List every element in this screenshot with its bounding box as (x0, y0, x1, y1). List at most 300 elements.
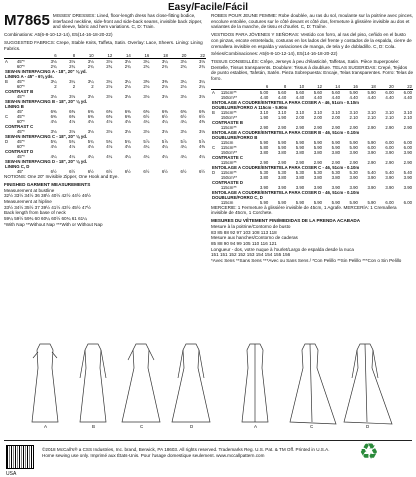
yardage-cell: 3⅛ (180, 59, 187, 65)
hip-label-en: Measurement at hipline (4, 199, 52, 205)
yardage-cell: 4¼ (161, 144, 168, 150)
size-header-cell: 14 (113, 53, 132, 59)
yardage-cell: 5.90 (259, 139, 269, 145)
yardage-cell: 3⅛ (199, 129, 205, 135)
fabric-width: 150cm** (220, 94, 238, 100)
figure-label-c-back: C (310, 424, 314, 429)
combinations-fr: Séries/Combinaciones: A5(6-8-10-12-14), E5(14-16-18-20-22) (211, 51, 338, 57)
yardage-cell: 2¾ (199, 64, 205, 70)
yardage-cell: 2.90 (367, 159, 376, 165)
yardage-cell: 3.80 (295, 174, 305, 180)
yardage-cell: 2.90 (259, 124, 269, 130)
size-header-cell: 14 (323, 84, 341, 90)
yardage-cell: 3.90 (349, 184, 358, 190)
yardage-cell: 5.90 (277, 139, 287, 145)
yardage-cell: 3.10 (277, 109, 287, 115)
yardage-section-label: CONTRAST D (5, 149, 34, 155)
yardage-cell: 3.90 (367, 184, 376, 190)
yardage-cell: 2.90 (295, 124, 305, 130)
page-title: Easy/Facile/Fácil (167, 2, 249, 13)
yardage-cell: 6.00 (403, 144, 412, 150)
yardage-cell: 3.90 (367, 174, 376, 180)
yardage-cell: 5.90 (331, 144, 340, 150)
yardage-cell: 3⅛ (50, 129, 57, 135)
yardage-cell: 3.90 (349, 174, 358, 180)
yardage-cell: 2.90 (349, 124, 358, 130)
yardage-cell: 3.90 (403, 184, 412, 190)
yardage-cell: 5.30 (259, 169, 269, 175)
view-label: B (5, 79, 8, 85)
fabric-width: 45"* (16, 129, 25, 135)
combinations-en: Combinations: A5(6-8-10-12-14), E5(14-16-18-20-22) (4, 32, 113, 38)
yardage-cell: 3.10 (331, 109, 340, 115)
yardage-cell: 2¾ (69, 64, 76, 70)
fabric-width: 45"* (16, 139, 25, 145)
yardage-cell: 6⅜ (180, 109, 187, 115)
yardage-cell: 4¼ (143, 119, 150, 125)
yardage-cell: 6½ (124, 169, 131, 175)
yardage-cell: 3⅛ (50, 59, 57, 65)
yardage-cell: 5.90 (331, 139, 340, 145)
yardage-cell: 2.90 (385, 159, 394, 165)
yardage-cell: 4.40 (349, 94, 358, 100)
fabric-width: 150cm** (220, 114, 238, 120)
yardage-cell: 2.00 (295, 114, 305, 120)
size-header-cell: 12 (95, 53, 114, 59)
finished-title-en: FINISHED GARMENT MEASUREMENTS (4, 181, 91, 187)
yardage-cell: 3⅛ (143, 94, 150, 100)
yardage-cell: 3⅛ (87, 59, 94, 65)
yardage-cell: 5.90 (349, 89, 358, 95)
yardage-section-label: LINING C, D (5, 164, 30, 170)
fabric-width: 115cm** (220, 89, 237, 95)
nap-note-fr: *Avec Sens **Sans Sens ***Avec ou Sans Sens / *Con Pelillo **Sin Pelillo ***Con o Sin Pelillo (211, 258, 402, 264)
length-values-fr: 151 151 152 152 153 154 154 155 156 (211, 252, 291, 258)
yardage-cell: 5.60 (331, 89, 340, 95)
yardage-cell: 2.90 (403, 159, 412, 165)
yardage-cell: 3.90 (277, 184, 287, 190)
yardage-cell: 2¾ (124, 64, 131, 70)
fabric-width: 45" (16, 109, 24, 115)
yardage-cell: 3.90 (403, 174, 412, 180)
yardage-cell: 4¼ (69, 154, 76, 160)
fabric-width: 150cm** (220, 174, 238, 180)
dress-drawing-c-back (290, 344, 336, 424)
yardage-cell: 5¾ (50, 139, 57, 145)
yardage-section-label: SEW-IN INTERFACING C - 18", 20" ⅛ yd. (5, 134, 88, 140)
yardage-cell: 3.10 (259, 109, 269, 115)
view-label: D (5, 139, 9, 145)
fabric-width: 115cm** (220, 109, 237, 115)
yardage-cell: 6.00 (385, 89, 394, 95)
yardage-cell: 3¼ (143, 59, 150, 65)
yardage-cell: 6⅜ (124, 114, 131, 120)
notions-fr: MERCERIE: 1 Fermeture à glissière invisible de 45cm, 1 Agrafe. MERCERÍA: 1 Cremallera invisible de 45cm, 1 Corchete. (211, 204, 397, 216)
yardage-cell: 3.80 (313, 174, 323, 180)
yardage-cell: 6½ (161, 114, 168, 120)
yardage-cell: 2.00 (313, 114, 323, 120)
yardage-cell: 3¼ (87, 79, 94, 85)
yardage-cell: 5⅞ (180, 139, 187, 145)
yardage-cell: 2¾ (87, 64, 94, 70)
yardage-cell: 3.80 (259, 149, 269, 155)
yardage-cell: 1.90 (277, 114, 287, 120)
yardage-cell: 3.90 (367, 149, 376, 155)
description-en: MISSES' DRESSES: Lined, floor-length dress has close-fitting bodice, interfaced neckline, side-front and side-back seams, invisible back zipper, and sleeve, fabric and hem variations. C, D: Train. (52, 13, 203, 30)
figure-label-a: A (44, 424, 48, 429)
size-header-cell: 6 (251, 84, 269, 90)
pattern-number: M7865 (4, 12, 50, 29)
yardage-cell: 6½ (143, 169, 150, 175)
yardage-section-label: DOUBLURE/FORRO C, D (212, 194, 263, 200)
yardage-cell: 5.90 (313, 144, 323, 150)
yardage-cell: 3¼ (180, 79, 187, 85)
yardage-cell: 3⅜ (161, 79, 168, 85)
yardage-cell: 3¼ (106, 79, 113, 85)
size-header-cell: 20 (377, 84, 395, 90)
yardage-cell: 5.30 (331, 169, 340, 175)
yardage-cell: 6⅜ (50, 114, 57, 120)
size-header-cell: 16 (341, 84, 359, 90)
yardage-cell: 3.10 (295, 109, 305, 115)
yardage-cell: 5.90 (259, 199, 269, 205)
dress-drawing-d-front (172, 344, 210, 422)
yardage-cell: 3⅛ (87, 94, 94, 100)
yardage-cell: 3⅛ (161, 129, 168, 135)
yardage-cell: 5.90 (295, 199, 305, 205)
yardage-cell: 3⅛ (69, 94, 76, 100)
yardage-cell: 5¾ (124, 139, 131, 145)
fabric-width: 115cm** (220, 124, 237, 130)
yardage-cell: 3⅛ (106, 59, 113, 65)
yardage-cell: 6⅜ (143, 109, 150, 115)
yardage-cell: 3¼ (161, 59, 168, 65)
yardage-cell: 5¾ (106, 139, 113, 145)
yardage-cell: 5.90 (367, 139, 376, 145)
yardage-section-label: SEW-IN INTERFACING D - 18", 20" ⅛ yd. (5, 159, 88, 165)
yardage-cell: 3.90 (403, 149, 412, 155)
size-header-cell: 22 (187, 53, 206, 59)
fabric-width: 45"* (16, 94, 25, 100)
yardage-cell: 3⅛ (199, 59, 205, 65)
fabric-width: 115cm** (220, 169, 237, 175)
fabrics-en: SUGGESTED FABRICS: Crepe, Stable Knits, Taffeta, Satin. Overlay: Lace, Sheers. Lining: Lining Fabrics. (4, 39, 203, 51)
yardage-cell: 4⅛ (69, 144, 76, 150)
fabric-width: 60"* (16, 64, 25, 70)
yardage-cell: 3⅛ (180, 129, 187, 135)
yardage-cell: 3⅛ (69, 129, 76, 135)
yardage-cell: 2.90 (313, 124, 323, 130)
yardage-cell: 5.90 (349, 144, 358, 150)
figure-label-c: C (140, 424, 144, 429)
yardage-section-label: LINING B (5, 104, 24, 110)
fabric-width: 115cm (220, 199, 234, 205)
bust-label-en: Measurement at bustline (4, 187, 55, 193)
yardage-cell: 3.10 (367, 109, 376, 115)
yardage-cell: 4.40 (403, 94, 412, 100)
yardage-cell: 2.90 (349, 159, 358, 165)
yardage-cell: 3⅛ (124, 129, 131, 135)
description-fr: ROBES POUR JEUNE FEMME: Robe doublée, au ras du sol, moulante sur la poitrine avec pinces, encolure entoilée, coutures sur le côté devant et côté dos, fermeture à glissière invisible au dos et variantes de la manche, de tissu et d'ourlet. C, D: Traîne. (211, 13, 413, 30)
yardage-section-label: CONTRASTE D (212, 179, 244, 185)
yardage-cell: 5.90 (349, 199, 358, 205)
yardage-cell: 5.30 (277, 169, 287, 175)
yardage-cell: 5¾ (87, 139, 94, 145)
yardage-cell: 4⅜ (199, 144, 205, 150)
bust-values-en: 32½ 33½ 34½ 36 38½ 40½ 42½ 44½ 46½ (4, 193, 91, 199)
yardage-cell: 5⅞ (199, 139, 205, 145)
yardage-cell: 3.80 (331, 174, 340, 180)
size-header-cell: 16 (132, 53, 151, 59)
garment-line-drawings (0, 338, 416, 430)
yardage-cell: 5.60 (277, 89, 287, 95)
yardage-cell: 3.80 (295, 149, 305, 155)
yardage-cell: 4⅛ (50, 144, 57, 150)
yardage-cell: 3.90 (331, 184, 340, 190)
yardage-cell: 2¾ (161, 64, 168, 70)
yardage-cell: 5.30 (295, 169, 305, 175)
fabric-width: 115cm** (220, 159, 237, 165)
yardage-cell: 4¼ (143, 154, 150, 160)
yardage-cell: 4⅛ (106, 144, 113, 150)
yardage-cell: 4¼ (180, 119, 187, 125)
bust-label-fr: Mesure à la poitrine/Contorno de busto (211, 223, 291, 229)
yardage-cell: 6.00 (403, 89, 412, 95)
yardage-cell: 4¼ (106, 154, 113, 160)
size-header-cell: 22 (395, 84, 413, 90)
yardage-cell: 1.90 (259, 114, 269, 120)
yardage-cell: 3¼ (199, 79, 205, 85)
yardage-table-en (4, 53, 206, 174)
yardage-cell: 6½ (50, 169, 57, 175)
yardage-cell: 2.10 (367, 114, 376, 120)
yardage-cell: 4.40 (259, 94, 269, 100)
size-header-cell: 12 (305, 84, 323, 90)
yardage-cell: 6⅜ (69, 114, 76, 120)
size-header-cell: 10 (287, 84, 305, 90)
yardage-cell: 3⅜ (143, 79, 150, 85)
yardage-section-label: SEW-IN INTERFACING A - 18", 20" ⅛ yd. (5, 69, 87, 75)
yardage-cell: 4⅛ (87, 119, 94, 125)
yardage-cell: 4⅛ (69, 119, 76, 125)
yardage-cell: 5.60 (295, 89, 305, 95)
yardage-cell: 3.80 (277, 174, 287, 180)
yardage-cell: 2⅛ (106, 84, 113, 90)
yardage-cell: 6⅜ (124, 109, 131, 115)
yardage-cell: 3⅛ (143, 129, 150, 135)
yardage-cell: 3⅛ (50, 94, 57, 100)
yardage-cell: 2.10 (349, 114, 358, 120)
yardage-cell: 2.90 (277, 124, 287, 130)
fabric-width: 45"* (16, 114, 25, 120)
yardage-cell: 5.00 (259, 89, 269, 95)
yardage-cell: 3.90 (295, 184, 305, 190)
yardage-cell: 2.90 (277, 159, 287, 165)
notions-en: NOTIONS: One 20" Invisible Zipper, One Hook and Eye. (4, 174, 119, 180)
fabrics-fr: TISSUS CONSEILLÉS: Crêpe, Jerseys à peu d'élasticité, Taffetas, Satin. Pièce Superposée: Dentelle, Tissus transparents. Doublure: Tissus à doublure. TELAS SUGERIDAS: Crepé, Tejidos de punto estables, Tafetán, Satén. Pieza Sobrepuesta: Encaje, Telas transparentes. Forro: Telas de forro. (211, 58, 413, 82)
yardage-section-label: CONTRASTE B (212, 119, 244, 125)
yardage-cell: 3.90 (385, 174, 394, 180)
yardage-cell: 5⅞ (161, 139, 168, 145)
yardage-cell: 3.80 (277, 149, 287, 155)
yardage-cell: 3⅛ (180, 94, 187, 100)
size-header-cell: 6 (39, 53, 58, 59)
yardage-cell: 4⅛ (106, 119, 113, 125)
nap-note-en: *With Nap **Without Nap ***With or Without Nap (4, 221, 103, 227)
yardage-cell: 4¼ (180, 144, 187, 150)
yardage-cell: 2⅛ (180, 84, 187, 90)
view-label: D (212, 169, 216, 175)
yardage-cell: 3⅛ (69, 59, 76, 65)
yardage-cell: 2.90 (295, 159, 305, 165)
yardage-section-label: SEW-IN INTERFACING B - 18", 20" ⅛ yd. (5, 99, 88, 105)
yardage-cell: 5.60 (313, 89, 323, 95)
yardage-cell: 3⅛ (161, 94, 168, 100)
yardage-cell: 3.90 (385, 184, 394, 190)
yardage-cell: 2 (72, 84, 76, 90)
yardage-cell: 3.80 (259, 174, 269, 180)
yardage-table-fr (211, 84, 413, 205)
yardage-cell: 2¾ (50, 64, 57, 70)
yardage-section-label: CONTRAST B (5, 89, 34, 95)
yardage-cell: 6½ (69, 169, 76, 175)
size-header-cell: 18 (150, 53, 169, 59)
yardage-cell: 5¾ (69, 139, 76, 145)
fabric-width: 150cm** (220, 149, 238, 155)
dress-drawing-d-back (344, 344, 392, 424)
yardage-cell: 2.00 (331, 114, 340, 120)
yardage-cell: 2¼ (199, 84, 205, 90)
yardage-cell: 4.40 (277, 94, 287, 100)
yardage-cell: 4.40 (295, 94, 305, 100)
yardage-cell: 5⅞ (143, 139, 150, 145)
view-label: C (5, 114, 9, 120)
yardage-cell: 6½ (87, 169, 94, 175)
yardage-cell: 2.90 (367, 124, 376, 130)
yardage-cell: 6⅜ (87, 114, 94, 120)
yardage-cell: 3.80 (331, 149, 340, 155)
yardage-cell: 5.90 (313, 199, 323, 205)
bust-values-fr: 83 85 88 92 97 103 108 113 118 (211, 229, 277, 235)
yardage-cell: 5.90 (277, 144, 287, 150)
fabric-width: 115cm (220, 139, 234, 145)
size-header-cell: 8 (269, 84, 287, 90)
finished-title-fr: MESURES DU VÊTEMENT FINI/MEDIDAS DE LA PRENDA ACABADA (211, 218, 361, 224)
yardage-cell: 4¼ (161, 154, 168, 160)
yardage-cell: 2⅛ (161, 84, 168, 90)
yardage-cell: 4¼ (143, 144, 150, 150)
yardage-cell: 2¾ (106, 64, 113, 70)
figure-label-d-back: D (366, 424, 370, 429)
yardage-cell: 4.40 (313, 94, 323, 100)
fabric-width: 45" (16, 169, 24, 175)
figure-label-b: B (92, 424, 96, 429)
hip-label-fr: Mesure aux hanches/Contorno de caderas (211, 235, 298, 241)
yardage-cell: 6⅜ (161, 109, 168, 115)
yardage-cell: 4¼ (124, 154, 131, 160)
yardage-cell: 5.80 (259, 144, 269, 150)
yardage-cell: 2.90 (385, 124, 394, 130)
yardage-cell: 2⅛ (143, 84, 150, 90)
yardage-cell: 5.90 (331, 199, 340, 205)
french-spanish-column (211, 13, 413, 264)
size-header-cell: 18 (359, 84, 377, 90)
yardage-cell: 4⅛ (50, 119, 57, 125)
yardage-cell: 3⅛ (87, 129, 94, 135)
size-header-cell: 10 (76, 53, 95, 59)
yardage-cell: 2.90 (331, 159, 340, 165)
yardage-cell: 5.90 (313, 139, 323, 145)
yardage-cell: 5.30 (313, 169, 323, 175)
yardage-cell: 3.80 (313, 149, 323, 155)
yardage-cell: 5.90 (367, 89, 376, 95)
yardage-cell: 3¼ (124, 79, 131, 85)
description-es: VESTIDOS PARA JÓVENES Y SEÑORAS: Vestido con forro, al ras del piso, ceñido en el busto con pinzas, escote entretelado, costuras en los lados del frente y costados de la espalda, cierre de cremallera invisible en espalda y variaciones de manga, de tela y de dobladillo. C, D: Cola. (211, 32, 412, 49)
hip-values-en: 33½ 34½ 35½ 37 39½ 41½ 43½ 45½ 47½ (4, 204, 91, 210)
yardage-cell: 2 (54, 84, 57, 90)
yardage-cell: 3⅛ (106, 94, 113, 100)
yardage-cell: 2.90 (403, 124, 412, 130)
view-label: A (212, 89, 215, 95)
yardage-cell: 5.90 (367, 199, 376, 205)
recycle-icon: ♻ (359, 439, 379, 464)
figure-label-d: D (190, 424, 194, 429)
yardage-cell: 2.90 (331, 124, 340, 130)
yardage-cell: 5.90 (295, 139, 305, 145)
yardage-cell: 6⅜ (50, 109, 57, 115)
yardage-cell: 4¼ (87, 154, 94, 160)
yardage-cell: 3.10 (349, 109, 358, 115)
yardage-cell: 4¼ (199, 154, 205, 160)
yardage-cell: 6½ (161, 169, 168, 175)
fabric-width: 45"* (16, 79, 25, 85)
fabric-width: 60"* (16, 84, 25, 90)
yardage-section-label: ENTOILAGE A COUDRE/ENTRETELA PARA COSER B - 46, 51cm - 0.10m (212, 129, 360, 135)
yardage-cell: 3.90 (349, 149, 358, 155)
yardage-section-label: LINING A - 45" - 6⅜ yds. (5, 74, 54, 80)
yardage-cell: 4.40 (367, 94, 376, 100)
size-header-cell: 8 (58, 53, 77, 59)
length-label-en: Back length from base of neck (4, 210, 66, 216)
yardage-cell: 6⅜ (106, 109, 113, 115)
yardage-cell: 6.00 (385, 139, 394, 145)
yardage-cell: 4¼ (161, 119, 168, 125)
yardage-cell: 4.40 (331, 94, 340, 100)
yardage-section-label: CONTRAST C (5, 124, 34, 130)
fabric-width: 45"* (16, 154, 25, 160)
copyright-text: ©2018 McCall's® a CSS Industries, Inc. brand, Berwick, PA 18603. All rights reserved. Trademarks Reg. U.S. Pat. & TM Off. Printed in U.S.A. Home sewing use only. Imprimé aux États-Unis. Pour l'usage domestique seulement. www.mccallpattern.com (42, 447, 330, 458)
yardage-cell: 5.90 (349, 139, 358, 145)
yardage-cell: 6½ (180, 169, 187, 175)
yardage-cell: 3¼ (50, 79, 57, 85)
yardage-section-label: DOUBLURE/FORRO B (212, 134, 258, 140)
yardage-cell: 3⅛ (124, 94, 131, 100)
yardage-cell: 3.90 (385, 149, 394, 155)
footer (4, 439, 412, 477)
view-label: C (212, 144, 216, 150)
yardage-cell: 2.90 (313, 159, 323, 165)
yardage-cell: 5.40 (367, 169, 376, 175)
usa-label: USA (6, 471, 17, 477)
yardage-cell: 5.30 (349, 169, 358, 175)
yardage-cell: 5.90 (277, 199, 287, 205)
yardage-cell: 6⅜ (87, 109, 94, 115)
yardage-cell: 3.10 (313, 109, 323, 115)
dress-drawing-a-front (32, 344, 58, 422)
yardage-cell: 6.00 (367, 144, 376, 150)
fabric-width: 60"* (16, 144, 25, 150)
yardage-section-label: ENTOILAGE A COUDRE/ENTRETELA PARA COSER A - 46, 51cm - 0.10m (212, 99, 359, 105)
